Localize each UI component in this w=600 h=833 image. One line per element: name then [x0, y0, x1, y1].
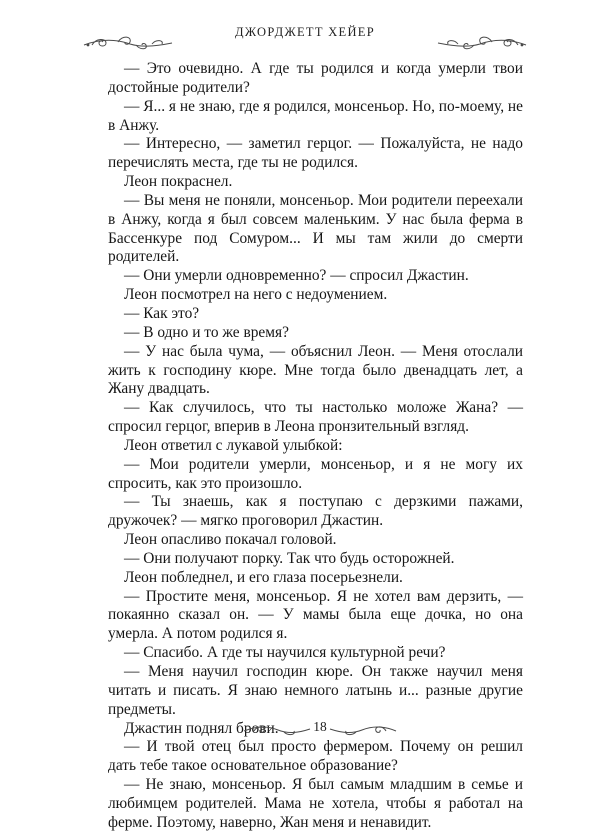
paragraph: — Ты знаешь, как я поступаю с дерзкими пажами, дружочек? — мягко проговорил Джастин. [108, 493, 523, 530]
right-flourish-ornament-icon [436, 34, 528, 52]
paragraph: — Меня научил господин кюре. Он также научил меня читать и писать. Я знаю немного латынь и... разные другие предметы. [108, 663, 523, 718]
paragraph: — Спасибо. А где ты научился культурной речи? [124, 644, 446, 662]
paragraph: — Они получают порку. Так что будь осторожней. [124, 549, 455, 567]
running-header [82, 12, 528, 52]
paragraph: — Как это? [124, 304, 200, 322]
paragraph: Леон посмотрел на него с недоумением. [124, 286, 388, 304]
paragraph: — Простите меня, монсеньор. Я не хотел вам дерзить, — покаянно сказал он. — У мамы была еще дочка, но она умерла. А потом родился я. [108, 587, 523, 643]
footer-right-flourish-icon [328, 723, 398, 737]
paragraph: — В одно и то же время? [124, 323, 289, 341]
paragraph: Леон побледнел, и его глаза посерьезнели. [124, 568, 403, 586]
running-title: ДЖОРДЖЕТТ ХЕЙЕР [235, 25, 375, 39]
paragraph: — И твой отец был просто фермером. Почему он решил дать тебе такое основательное образование? [108, 738, 523, 775]
paragraph: Джастин поднял брови. [124, 719, 279, 737]
paragraph: — У нас была чума, — объяснил Леон. — Меня отослали жить к господину кюре. Мне тогда было двенадцать лет, а Жану двадцать. [108, 342, 523, 398]
paragraph: — Они умерли одновременно? — спросил Джастин. [124, 267, 469, 285]
paragraph: — Интересно, — заметил герцог. — Пожалуйста, не надо перечислять места, где ты не родился. [108, 135, 523, 172]
paragraph: — Это очевидно. А где ты родился и когда умерли твои достойные родители? [108, 60, 523, 96]
paragraph: — Вы меня не поняли, монсеньор. Мои родители переехали в Анжу, когда я был совсем маленьким. У нас была ферма в Бассенкуре под Сомуром... И мы там жили до смерти родителей. [108, 191, 523, 266]
paragraph: Леон покраснел. [124, 173, 233, 191]
paragraph: Леон ответил с лукавой улыбкой: [124, 436, 343, 454]
page-number: 18 [313, 719, 327, 734]
paragraph: — Не знаю, монсеньор. Я был самым младшим в семье и любимцем родителей. Мама не хотела, чтобы я работал на ферме. Поэтому, наверно, Жан меня и ненавидит. [108, 776, 523, 831]
paragraph: — Я... я не знаю, где я родился, монсеньор. Но, по-моему, не в Анжу. [108, 97, 523, 134]
paragraph: — Мои родители умерли, монсеньор, и я не могу их спросить, как это произошло. [108, 455, 523, 492]
paragraph: — Как случилось, что ты настолько моложе Жана? — спросил герцог, вперив в Леона пронзительный взгляд. [108, 399, 523, 436]
paragraph: Леон опасливо покачал головой. [124, 531, 337, 549]
page-footer [200, 715, 440, 741]
